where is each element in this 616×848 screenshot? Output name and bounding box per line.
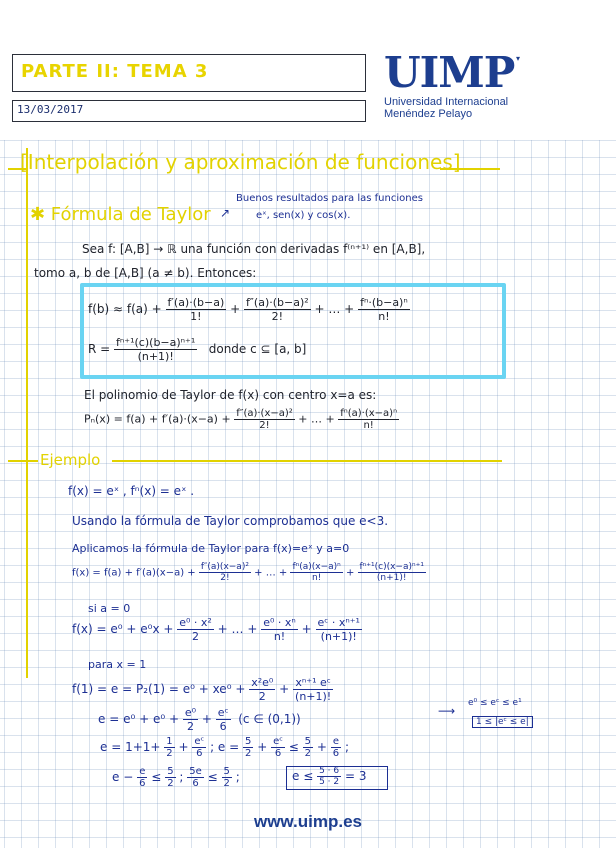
logo-text: UIMP: [384, 48, 515, 97]
annotation-line-1: e⁰ ≤ eᶜ ≤ e¹: [468, 698, 522, 708]
para-line: para x = 1: [88, 658, 147, 671]
example-heading: Ejemplo: [40, 451, 101, 469]
example-rule-right: [112, 460, 502, 462]
parte-label: PARTE II: TEMA 3: [21, 61, 209, 82]
margin-rule: [26, 148, 28, 678]
example-line-5: f(x) = e⁰ + e⁰x + $\frac{\text{e⁰ · x²}}{2}$ + … + $\frac{\text{e⁰ · xⁿ}}{n!}$ + $\frac{\text{eᶜ · xⁿ⁺¹}}{(n+1)!}$: [72, 616, 360, 643]
annotation-line-2: 1 ≤ |eᶜ ≤ e|: [472, 716, 533, 728]
note-line-2: eˣ, sen(x) y cos(x).: [256, 210, 351, 221]
example-line-6: f(1) = e = P₂(1) = e⁰ + xe⁰ + $\frac{\text{x²e⁰}}{2}$ + $\frac{\text{xⁿ⁺¹ eᶜ}}{(n+1)!}$: [72, 676, 332, 703]
si-line: si a = 0: [88, 602, 131, 615]
logo-sub-2: Menéndez Pelayo: [384, 108, 473, 120]
section-heading: ✱ Fórmula de Taylor: [30, 204, 211, 225]
date-label: 13/03/2017: [17, 103, 84, 116]
remainder-formula: R = $\frac{\text{fⁿ⁺¹(c)(b−a)ⁿ⁺¹}}{(n+1)!}$ donde c ⊆ [a, b]: [88, 336, 307, 363]
bounds-annotation: [462, 696, 566, 736]
sea-line: Sea f: [A,B] → ℝ una función con derivadas f⁽ⁿ⁺¹⁾ en [A,B],: [82, 242, 426, 256]
parte-box: [12, 54, 366, 92]
example-line-9: e − $\frac{e}{6}$ ≤ $\frac{5}{2}$ ; $\frac{5e}{6}$ ≤ $\frac{5}{2}$ ;: [112, 766, 240, 789]
answer: e ≤ $\frac{5 \cdot 6}{5 \cdot 2}$ = 3: [292, 766, 367, 787]
logo-trademark-icon: ▾: [516, 54, 521, 63]
note-line-1: Buenos resultados para las funciones: [236, 193, 423, 204]
tomo-line: tomo a, b de [A,B] (a ≠ b). Entonces:: [34, 266, 257, 280]
example-line-1: f(x) = eˣ , fⁿ(x) = eˣ .: [68, 484, 195, 498]
date-box: [12, 100, 366, 122]
example-line-4: f(x) = f(a) + f′(a)(x−a) + $\frac{\text{f″(a)(x−a)²}}{2!}$ + … + $\frac{\text{fⁿ(a)(x−a)ⁿ}}{n!}$ + $\frac{\text{fⁿ⁺¹(c)(x−a)ⁿ⁺¹}}{(n+1)!}$: [72, 562, 424, 583]
footer-url: www.uimp.es: [253, 812, 362, 831]
uimp-logo: [384, 50, 524, 130]
example-line-7: e = e⁰ + e⁰ + $\frac{\text{e⁰}}{2}$ + $\frac{\text{eᶜ}}{6}$ (c ∈ (0,1)): [98, 706, 301, 733]
poly-intro: El polinomio de Taylor de f(x) con centro x=a es:: [84, 388, 377, 402]
example-rule-left: [8, 460, 38, 462]
example-line-2: Usando la fórmula de Taylor comprobamos que e<3.: [72, 514, 389, 528]
example-line-8: e = 1+1+ $\frac{1}{2}$ + $\frac{\text{eᶜ}}{6}$ ; e = $\frac{5}{2}$ + $\frac{\text{eᶜ}}{6}$ ≤ $\frac{5}{2}$ + $\frac{e}{6}$ ;: [100, 736, 350, 759]
taylor-polynomial: Pₙ(x) = f(a) + f′(a)·(x−a) + $\frac{\text{f″(a)·(x−a)²}}{2!}$ + … + $\frac{\text{fⁿ(a)·(x−a)ⁿ}}{n!}$: [84, 408, 398, 431]
logo-sub-1: Universidad Internacional: [384, 96, 509, 108]
example-line-3: Aplicamos la fórmula de Taylor para f(x)=eˣ y a=0: [72, 542, 350, 555]
annotation-arrow-icon: ⟶: [438, 704, 456, 718]
page-title: [Interpolación y aproximación de funciones]: [20, 150, 461, 174]
note-arrow-icon: ↗: [220, 206, 231, 220]
taylor-formula: f(b) ≈ f(a) + $\frac{f'(a)\cdot(b-a)}{1!}$ + $\frac{\text{f″(a)·(b−a)²}}{2!}$ + … + $\frac{\text{fⁿ·(b−a)ⁿ}}{n!}$: [88, 296, 408, 323]
